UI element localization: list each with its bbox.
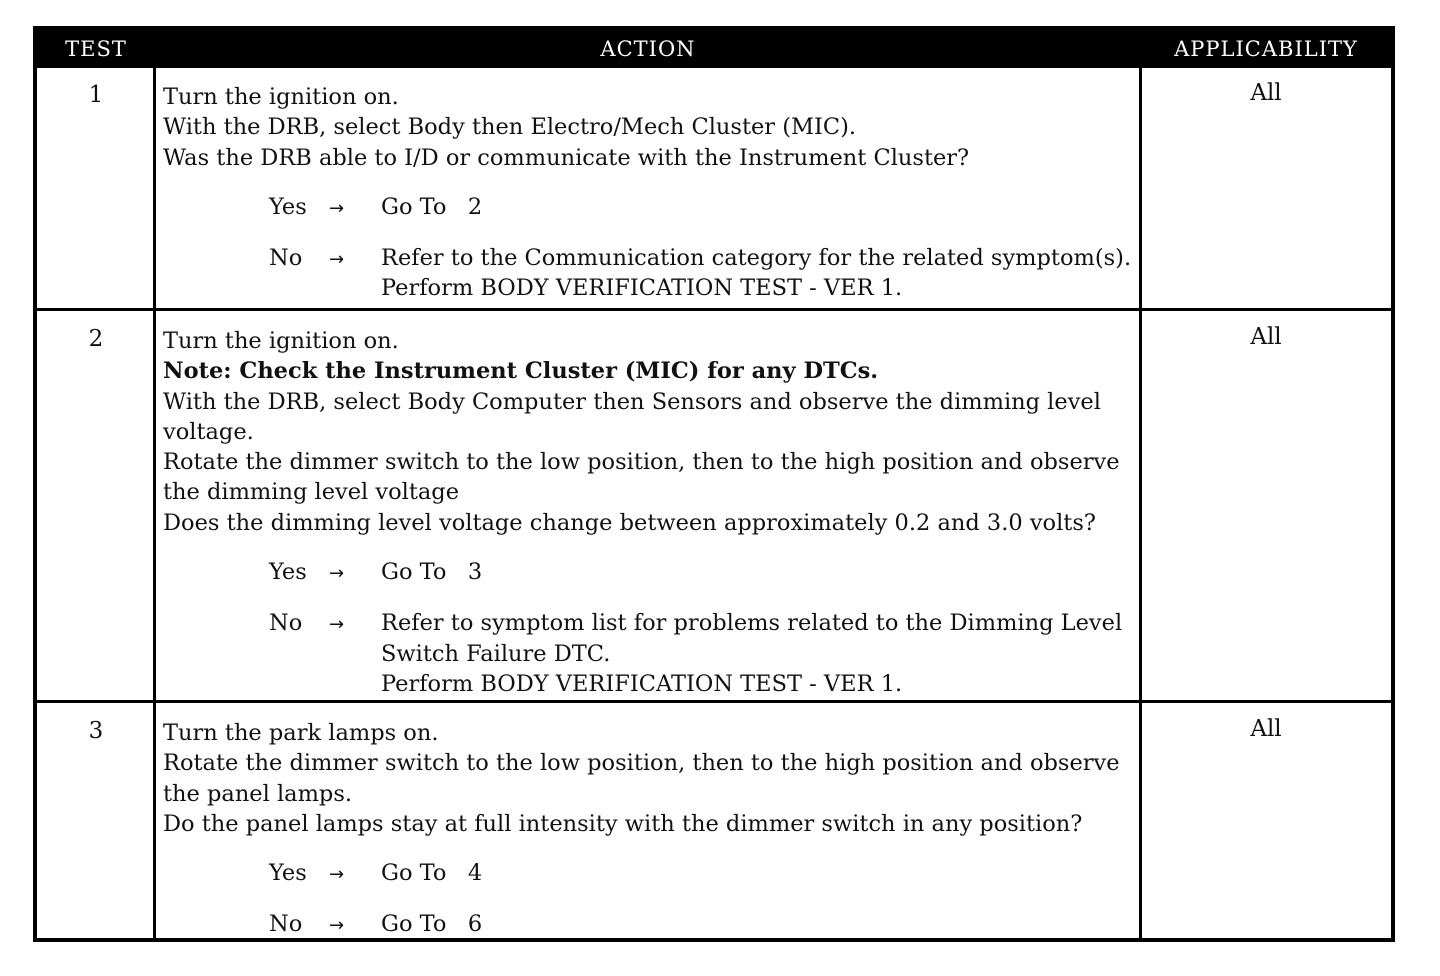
header-action: ACTION <box>600 37 696 61</box>
action-line: Rotate the dimmer switch to the low position, then to the high position and observe <box>163 750 1120 777</box>
table-row <box>37 312 1391 702</box>
header-test: TEST <box>65 37 127 61</box>
diagnostic-test-table <box>33 26 1395 942</box>
arrow-right-icon: → <box>329 563 345 585</box>
no-result-line: Perform BODY VERIFICATION TEST - VER 1. <box>381 670 903 697</box>
action-line: With the DRB, select Body Computer then Sensors and observe the dimming level <box>163 388 1101 415</box>
yes-label: Yes <box>269 559 307 586</box>
test-number: 3 <box>88 718 104 744</box>
table-row <box>37 68 1391 308</box>
header-applicability: APPLICABILITY <box>1174 37 1358 61</box>
action-line: Does the dimming level voltage change between approximately 0.2 and 3.0 volts? <box>163 509 1096 536</box>
action-line: the panel lamps. <box>163 780 353 807</box>
arrow-right-icon: → <box>329 614 345 636</box>
row-divider <box>37 308 1391 311</box>
table-header <box>37 30 1391 68</box>
arrow-right-icon: → <box>329 864 345 886</box>
no-label: No <box>269 911 303 938</box>
goto-text: Go To 2 <box>381 193 483 220</box>
action-cell <box>163 718 1143 942</box>
no-branch <box>269 608 1143 699</box>
applicability-value: All <box>1250 80 1282 106</box>
goto-text: Go To 3 <box>381 559 483 586</box>
no-result-line: Switch Failure DTC. <box>381 640 611 667</box>
yes-branch <box>269 858 1143 890</box>
no-branch <box>269 909 1143 941</box>
note-line: Note: Check the Instrument Cluster (MIC) for any DTCs. <box>163 358 879 385</box>
action-line: Turn the ignition on. <box>163 84 399 110</box>
yes-branch <box>269 192 1143 224</box>
goto-text: Go To 4 <box>381 860 483 887</box>
action-line: With the DRB, select Body then Electro/Mech Cluster (MIC). <box>163 114 857 141</box>
action-line: Rotate the dimmer switch to the low position, then to the high position and observe <box>163 449 1120 476</box>
goto-text: Go To 6 <box>381 911 483 938</box>
action-line: the dimming level voltage <box>163 479 460 506</box>
action-cell <box>163 82 1143 304</box>
arrow-right-icon: → <box>329 915 345 937</box>
test-number: 1 <box>88 82 104 108</box>
no-result-line: Perform BODY VERIFICATION TEST - VER 1. <box>381 275 903 302</box>
no-label: No <box>269 245 303 272</box>
applicability-value: All <box>1250 716 1282 742</box>
no-branch <box>269 243 1143 304</box>
action-cell <box>163 326 1143 699</box>
no-result-line: Refer to the Communication category for the related symptom(s). <box>381 245 1132 272</box>
table-row <box>37 704 1391 942</box>
yes-branch <box>269 557 1143 589</box>
yes-label: Yes <box>269 193 307 220</box>
arrow-right-icon: → <box>329 249 345 271</box>
yes-label: Yes <box>269 860 307 887</box>
no-result-line: Refer to symptom list for problems related to the Dimming Level <box>381 610 1123 637</box>
action-line: Turn the park lamps on. <box>163 720 439 746</box>
arrow-right-icon: → <box>329 197 345 219</box>
test-number: 2 <box>88 326 104 352</box>
action-line: Do the panel lamps stay at full intensity with the dimmer switch in any position? <box>163 810 1083 837</box>
action-line: Was the DRB able to I/D or communicate with the Instrument Cluster? <box>163 144 970 171</box>
no-label: No <box>269 610 303 637</box>
action-line: Turn the ignition on. <box>163 328 399 354</box>
applicability-value: All <box>1250 324 1282 350</box>
action-line: voltage. <box>163 418 254 445</box>
